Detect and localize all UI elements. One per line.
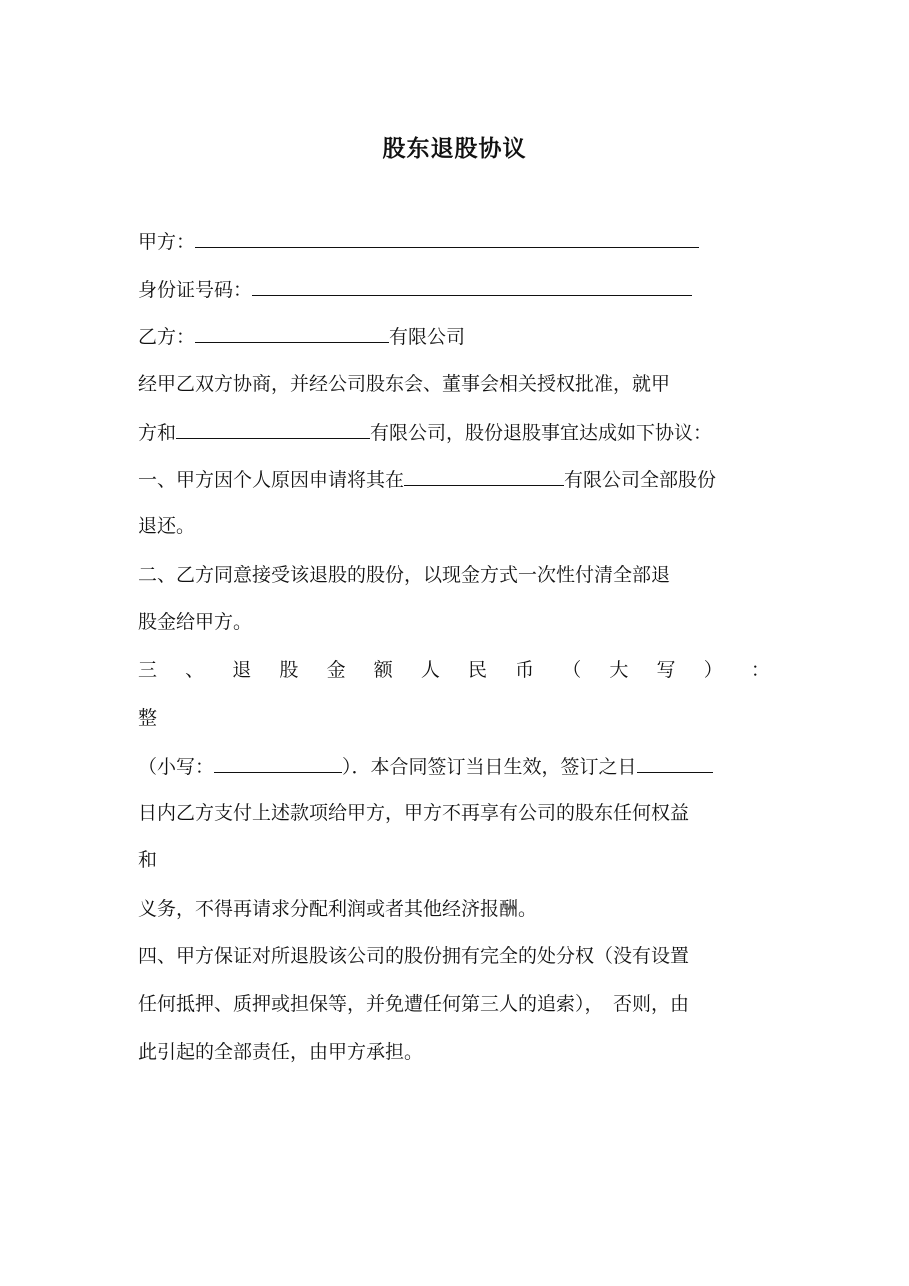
clause-3-small-line: [138, 752, 713, 780]
clause-3-line-1: [138, 656, 770, 684]
clause-3-line-2: 日内乙方支付上述款项给甲方，甲方不再享有公司的股东任何权益: [138, 802, 690, 824]
clause-3-char: 大: [609, 659, 629, 681]
clause-3-line-4: 义务，不得再请求分配利润或者其他经济报酬。: [138, 898, 538, 920]
clause-2-line-2: 股金给甲方。: [138, 611, 253, 633]
party-b-label: 乙方：: [138, 326, 196, 348]
clause-3-char: 币: [515, 659, 535, 681]
clause-1-suffix: 有限公司全部股份: [564, 469, 717, 491]
clause-3-char: 股: [279, 659, 299, 681]
clause-3-small-mid: ）．本合同签订当日生效，签订之日: [342, 756, 637, 778]
id-number-blank: [252, 275, 692, 296]
party-b-blank: [195, 322, 389, 343]
clause-3-char: 额: [373, 659, 393, 681]
intro-line-1: 经甲乙双方协商，并经公司股东会、董事会相关授权批准，就甲: [138, 373, 671, 395]
intro-2-prefix: 方和: [138, 422, 177, 444]
intro-2-blank: [176, 418, 370, 439]
clause-3-char: （: [562, 659, 582, 681]
document-title: 股东退股协议: [382, 135, 527, 162]
clause-4-line-1: 四、甲方保证对所退股该公司的股份拥有完全的处分权（没有设置: [138, 945, 690, 967]
clause-3-cont: 整: [138, 707, 158, 729]
clause-3-char: ：: [750, 659, 770, 681]
clause-3-char: 、: [185, 659, 205, 681]
party-b-suffix: 有限公司: [389, 326, 466, 348]
days-blank: [637, 752, 713, 773]
clause-3-char: 退: [232, 659, 252, 681]
clause-3-small-prefix: （小写：: [138, 756, 215, 778]
party-b-line: [138, 322, 465, 350]
party-a-line: [138, 227, 699, 255]
clause-1-prefix: 一、甲方因个人原因申请将其在: [138, 469, 405, 491]
intro-2-suffix: 有限公司，股份退股事宜达成如下协议：: [370, 422, 713, 444]
clause-2-line-1: 二、乙方同意接受该退股的股份，以现金方式一次性付清全部退: [138, 564, 671, 586]
clause-3-line-3: 和: [138, 849, 158, 871]
id-number-label: 身份证号码：: [138, 279, 253, 301]
clause-3-char: 写: [656, 659, 676, 681]
clause-3-char: 三: [138, 659, 158, 681]
party-a-blank: [195, 227, 699, 248]
clause-4-line-2: 任何抵押、质押或担保等，并免遭任何第三人的追索）， 否则，由: [138, 993, 690, 1015]
clause-4-line-3: 此引起的全部责任，由甲方承担。: [138, 1041, 424, 1063]
amount-small-blank: [214, 752, 342, 773]
id-number-line: [138, 275, 692, 303]
clause-1-line: [138, 465, 716, 493]
clause-3-char: 金: [326, 659, 346, 681]
intro-line-2: [138, 418, 712, 446]
clause-3-char: ）: [703, 659, 723, 681]
clause-3-char: 人: [420, 659, 440, 681]
clause-1-cont: 退还。: [138, 515, 196, 537]
party-a-label: 甲方：: [138, 231, 196, 253]
clause-1-blank: [404, 465, 564, 486]
clause-3-char: 民: [467, 659, 487, 681]
